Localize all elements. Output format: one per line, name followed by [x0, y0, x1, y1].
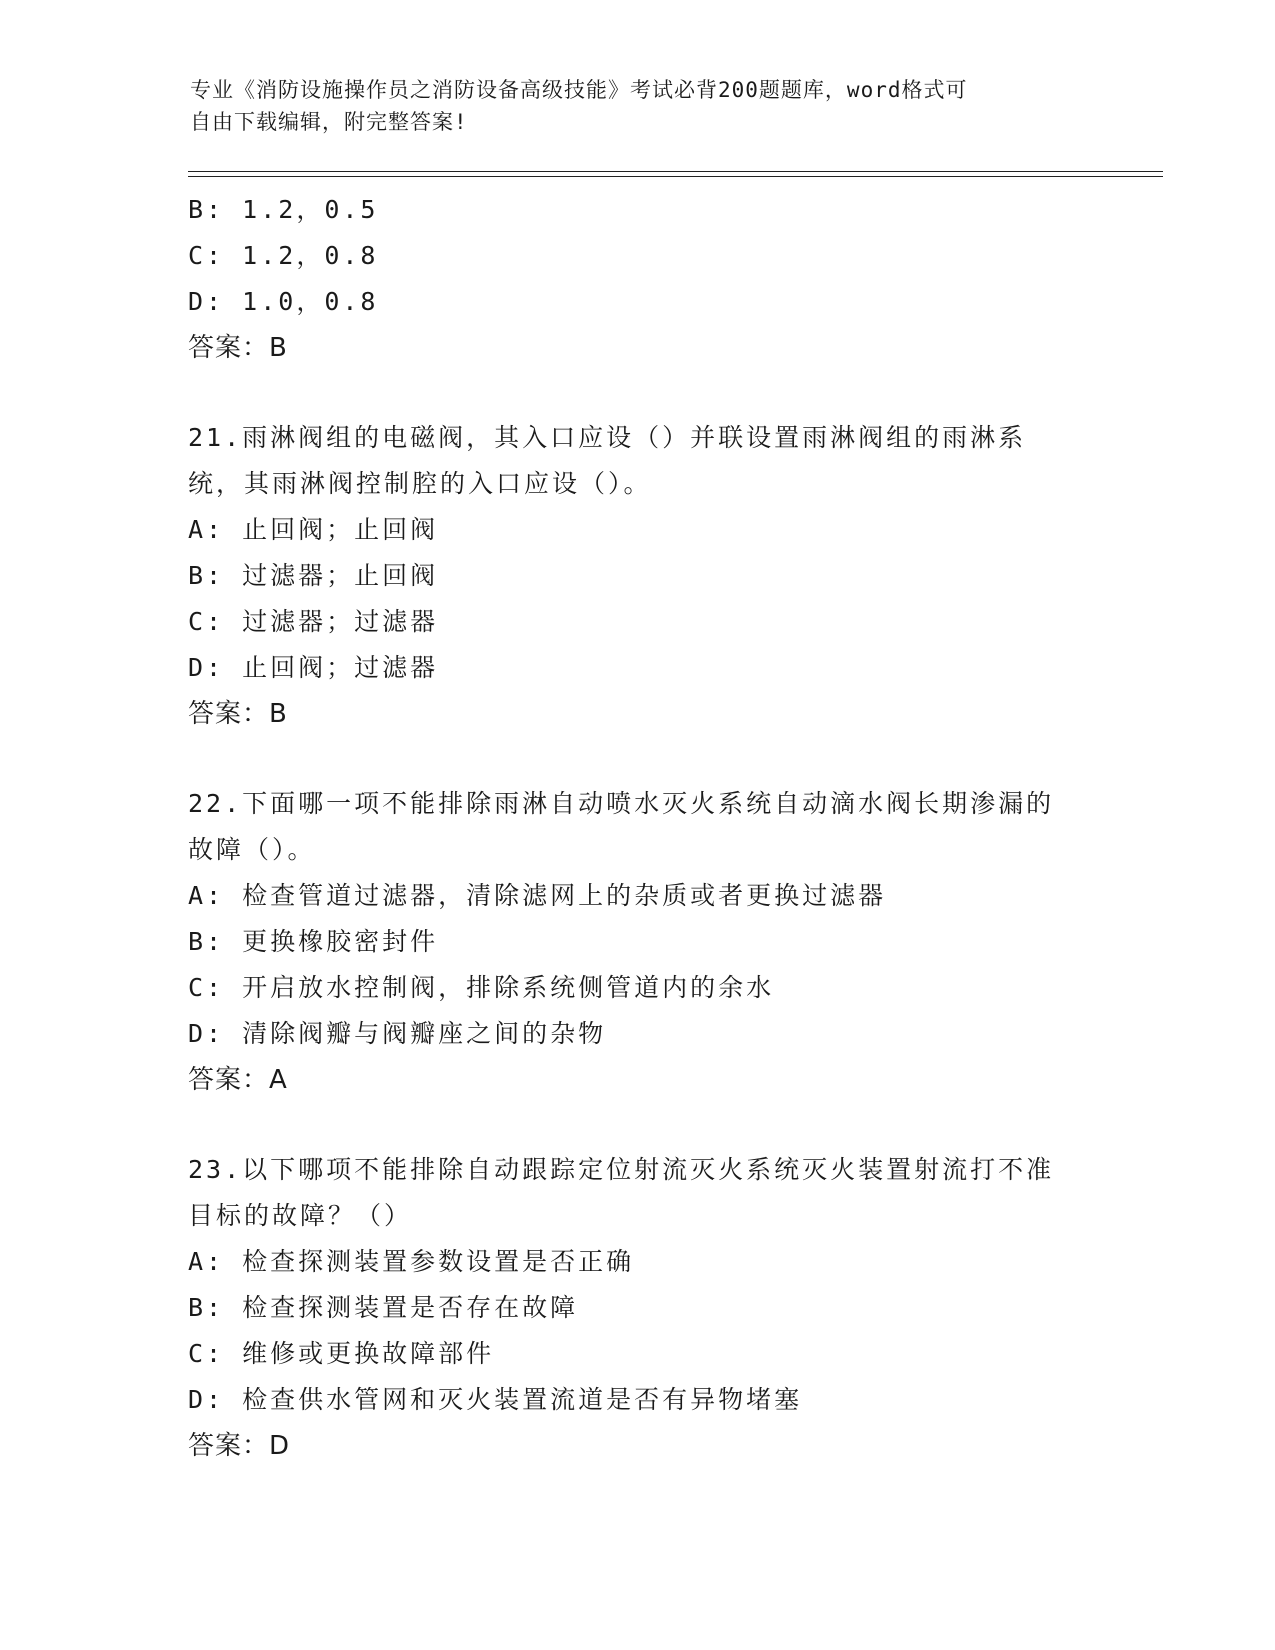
- question-list: [188, 187, 1088, 1469]
- option-c: C: 开启放水控制阀，排除系统侧管道内的余水: [188, 973, 775, 1002]
- option-a: A: 止回阀；止回阀: [188, 515, 439, 544]
- prev-question: [188, 187, 1088, 371]
- question-stem: 23.以下哪项不能排除自动跟踪定位射流灭火系统灭火装置射流打不准目标的故障？（）: [188, 1155, 1055, 1230]
- answer-line: 答案：B: [188, 699, 288, 729]
- option-c: C: 维修或更换故障部件: [188, 1339, 495, 1368]
- option-c: C: 1.2，0.8: [188, 241, 379, 270]
- answer-line: 答案：D: [188, 1431, 291, 1461]
- option-d: D: 1.0，0.8: [188, 287, 379, 316]
- question-stem: 22.下面哪一项不能排除雨淋自动喷水灭火系统自动滴水阀长期渗漏的故障（）。: [188, 789, 1055, 864]
- header-line-1: 专业《消防设施操作员之消防设备高级技能》考试必背200题题库，word格式可: [190, 78, 968, 102]
- option-b: B: 1.2，0.5: [188, 195, 379, 224]
- question-22: [188, 781, 1088, 1103]
- option-d: D: 止回阀；过滤器: [188, 653, 439, 682]
- option-b: B: 更换橡胶密封件: [188, 927, 439, 956]
- option-d: D: 检查供水管网和灭火装置流道是否有异物堵塞: [188, 1385, 803, 1414]
- document-header: [190, 74, 1090, 138]
- option-d: D: 清除阀瓣与阀瓣座之间的杂物: [188, 1019, 607, 1048]
- answer-line: 答案：A: [188, 1065, 288, 1095]
- option-c: C: 过滤器；过滤器: [188, 607, 439, 636]
- header-rule-bottom: [188, 176, 1163, 177]
- option-a: A: 检查管道过滤器，清除滤网上的杂质或者更换过滤器: [188, 881, 887, 910]
- answer-line: 答案：B: [188, 333, 288, 363]
- question-23: [188, 1147, 1088, 1469]
- option-a: A: 检查探测装置参数设置是否正确: [188, 1247, 635, 1276]
- question-21: [188, 415, 1088, 737]
- question-stem: 21.雨淋阀组的电磁阀，其入口应设（）并联设置雨淋阀组的雨淋系统，其雨淋阀控制腔的入口应设（）。: [188, 423, 1027, 498]
- option-b: B: 检查探测装置是否存在故障: [188, 1293, 579, 1322]
- header-line-2: 自由下载编辑，附完整答案!: [190, 110, 468, 134]
- option-b: B: 过滤器；止回阀: [188, 561, 439, 590]
- header-rule-top: [188, 171, 1163, 172]
